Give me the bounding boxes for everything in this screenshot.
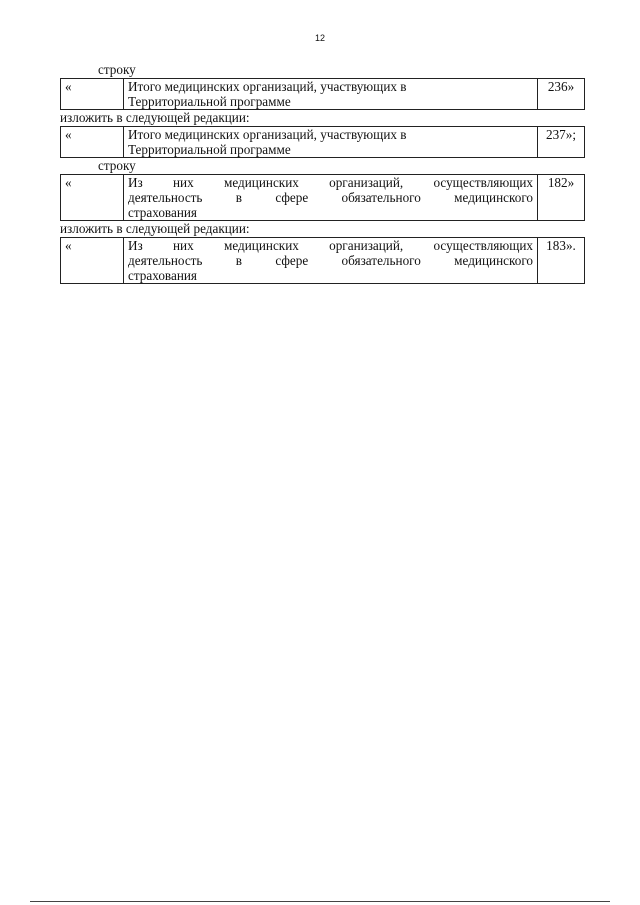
row-text-line: Из них медицинских организаций, осуществляющих (128, 175, 533, 190)
row-text-line: Территориальной программе (128, 94, 291, 109)
amendment-row-table (60, 78, 585, 110)
row-text-line: Из них медицинских организаций, осуществляющих (128, 238, 533, 253)
row-text-line: деятельность в сфере обязательного медицинского (128, 190, 533, 205)
row-text-cell (124, 79, 538, 110)
row-text-cell (124, 238, 538, 284)
amendment-row-table (60, 174, 585, 221)
page-bottom-rule (30, 901, 610, 902)
document-body (60, 62, 585, 284)
table-row (61, 79, 585, 110)
amendment-row-table (60, 126, 585, 158)
instruction-line: строку (98, 158, 136, 173)
row-text-cell (124, 127, 538, 158)
row-value-cell: 236» (538, 79, 585, 110)
page-number: 12 (314, 33, 325, 43)
open-quote-cell: « (61, 79, 124, 110)
table-row (61, 175, 585, 221)
row-text-line: страхования (128, 268, 197, 283)
row-text-line: страхования (128, 205, 197, 220)
row-text-line: Итого медицинских организаций, участвующих в (128, 79, 407, 94)
row-text-line: деятельность в сфере обязательного медицинского (128, 253, 533, 268)
open-quote-cell: « (61, 238, 124, 284)
row-value-cell: 182» (538, 175, 585, 221)
row-text-line: Территориальной программе (128, 142, 291, 157)
row-value-cell: 183». (538, 238, 585, 284)
row-text-line: Итого медицинских организаций, участвующих в (128, 127, 407, 142)
instruction-line: строку (98, 62, 136, 77)
open-quote-cell: « (61, 127, 124, 158)
table-row (61, 238, 585, 284)
row-text-cell (124, 175, 538, 221)
instruction-line: изложить в следующей редакции: (60, 221, 250, 236)
table-row (61, 127, 585, 158)
instruction-line: изложить в следующей редакции: (60, 110, 250, 125)
open-quote-cell: « (61, 175, 124, 221)
row-value-cell: 237»; (538, 127, 585, 158)
amendment-row-table (60, 237, 585, 284)
